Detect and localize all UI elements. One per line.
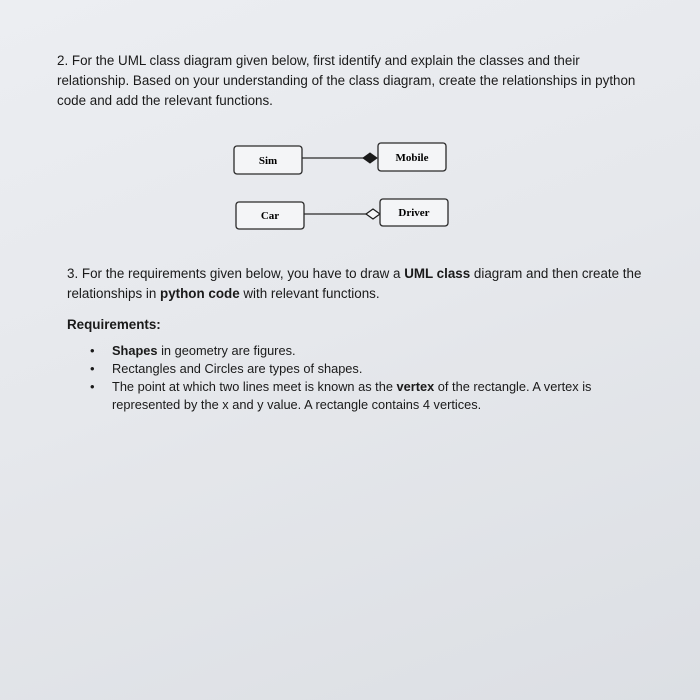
requirement-text: in geometry are figures. <box>157 343 296 358</box>
question-3-bold-uml-class: UML class <box>404 266 471 281</box>
requirement-text-tail: of the rectangle. A vertex is represented by the x and y value. A rectangle contains 4 vertices. <box>112 379 592 412</box>
bullet-icon: • <box>90 379 95 394</box>
class-name-driver: Driver <box>398 207 430 219</box>
class-box-car <box>236 202 304 229</box>
list-item <box>84 360 604 378</box>
class-box-sim <box>234 146 302 174</box>
composition-diamond-icon <box>363 153 377 163</box>
question-3-text-c: with relevant functions. <box>239 286 380 301</box>
requirement-text: The point at which two lines meet is known as the <box>112 379 397 394</box>
uml-class-diagram <box>230 138 460 238</box>
question-2-number: 2. <box>57 53 69 68</box>
question-2-text: For the UML class diagram given below, first identify and explain the classes and their relationship. Based on your understanding of the class diagram, create the relationships in python code and add the relevant functions. <box>57 53 636 108</box>
class-name-car: Car <box>260 210 280 222</box>
question-2 <box>57 51 647 111</box>
aggregation-diamond-icon <box>366 209 380 219</box>
list-item <box>84 342 604 360</box>
requirements-heading: Requirements: <box>67 317 161 332</box>
class-name-mobile: Mobile <box>395 152 429 164</box>
question-3-text-b: diagram and then create the relationships in <box>67 266 642 301</box>
class-box-driver <box>380 199 448 226</box>
class-box-mobile <box>378 143 446 171</box>
class-name-sim: Sim <box>258 155 278 167</box>
question-3-number: 3. <box>67 266 79 281</box>
bullet-icon: • <box>90 361 95 376</box>
requirements-list <box>84 342 604 414</box>
requirement-bold-vertex: vertex <box>396 379 435 394</box>
list-item <box>84 378 604 414</box>
requirement-text: Rectangles and Circles are types of shapes. <box>112 361 363 376</box>
requirement-bold: Shapes <box>112 343 158 358</box>
question-3-text-a: For the requirements given below, you have to draw a <box>81 266 405 281</box>
question-3 <box>67 264 647 304</box>
question-3-bold-python-code: python code <box>160 286 240 301</box>
bullet-icon: • <box>90 343 95 358</box>
